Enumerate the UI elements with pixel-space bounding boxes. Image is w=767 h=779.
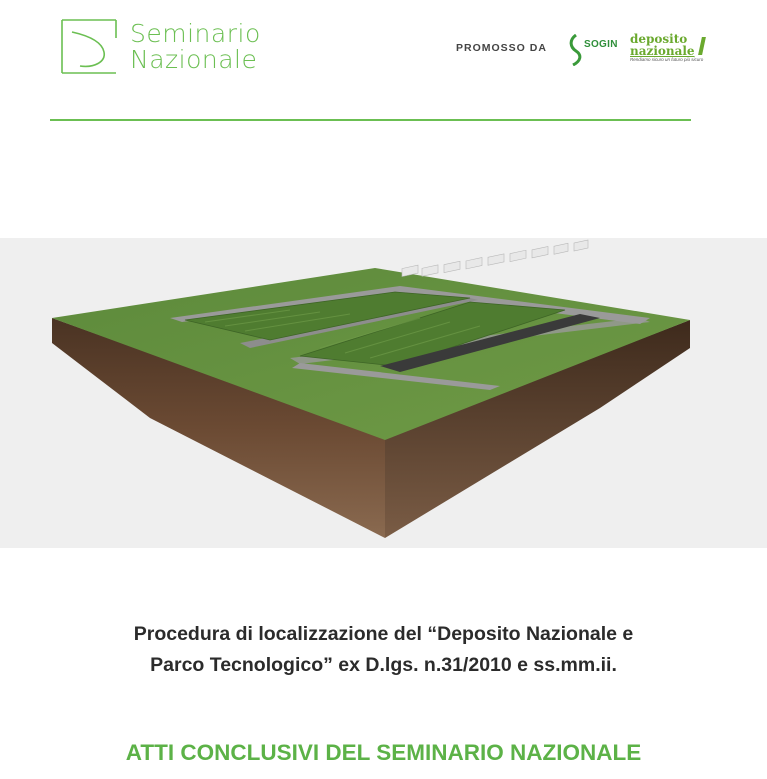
- seminario-nazionale-logo-icon: [60, 18, 120, 76]
- promoted-by-label: PROMOSSO DA: [456, 42, 547, 54]
- header-divider: [50, 119, 691, 121]
- deposito-logo-tagline: Rendiamo sicuro un futuro più sicuro: [630, 57, 704, 62]
- document-heading: ATTI CONCLUSIVI DEL SEMINARIO NAZIONALE: [125, 740, 642, 765]
- logo-title-line1: Seminario: [130, 19, 261, 48]
- subtitle-line1: Procedura di localizzazione del “Deposito Nazionale e: [133, 623, 634, 645]
- deposito-logo-line1: deposito: [630, 32, 688, 46]
- logo-title: [130, 21, 261, 73]
- sogin-label: SOGIN: [584, 39, 618, 50]
- subtitle-line2: Parco Tecnologico” ex D.lgs. n.31/2010 e ss.mm.ii.: [150, 654, 617, 676]
- document-subtitle: [0, 619, 767, 681]
- logo-title-line2: Nazionale: [130, 45, 258, 74]
- sogin-logo-icon: [567, 34, 585, 66]
- deposito-nazionale-logo: [630, 33, 710, 63]
- deposit-site-illustration: [0, 238, 767, 548]
- deposito-logo-line2: nazionale: [630, 44, 695, 58]
